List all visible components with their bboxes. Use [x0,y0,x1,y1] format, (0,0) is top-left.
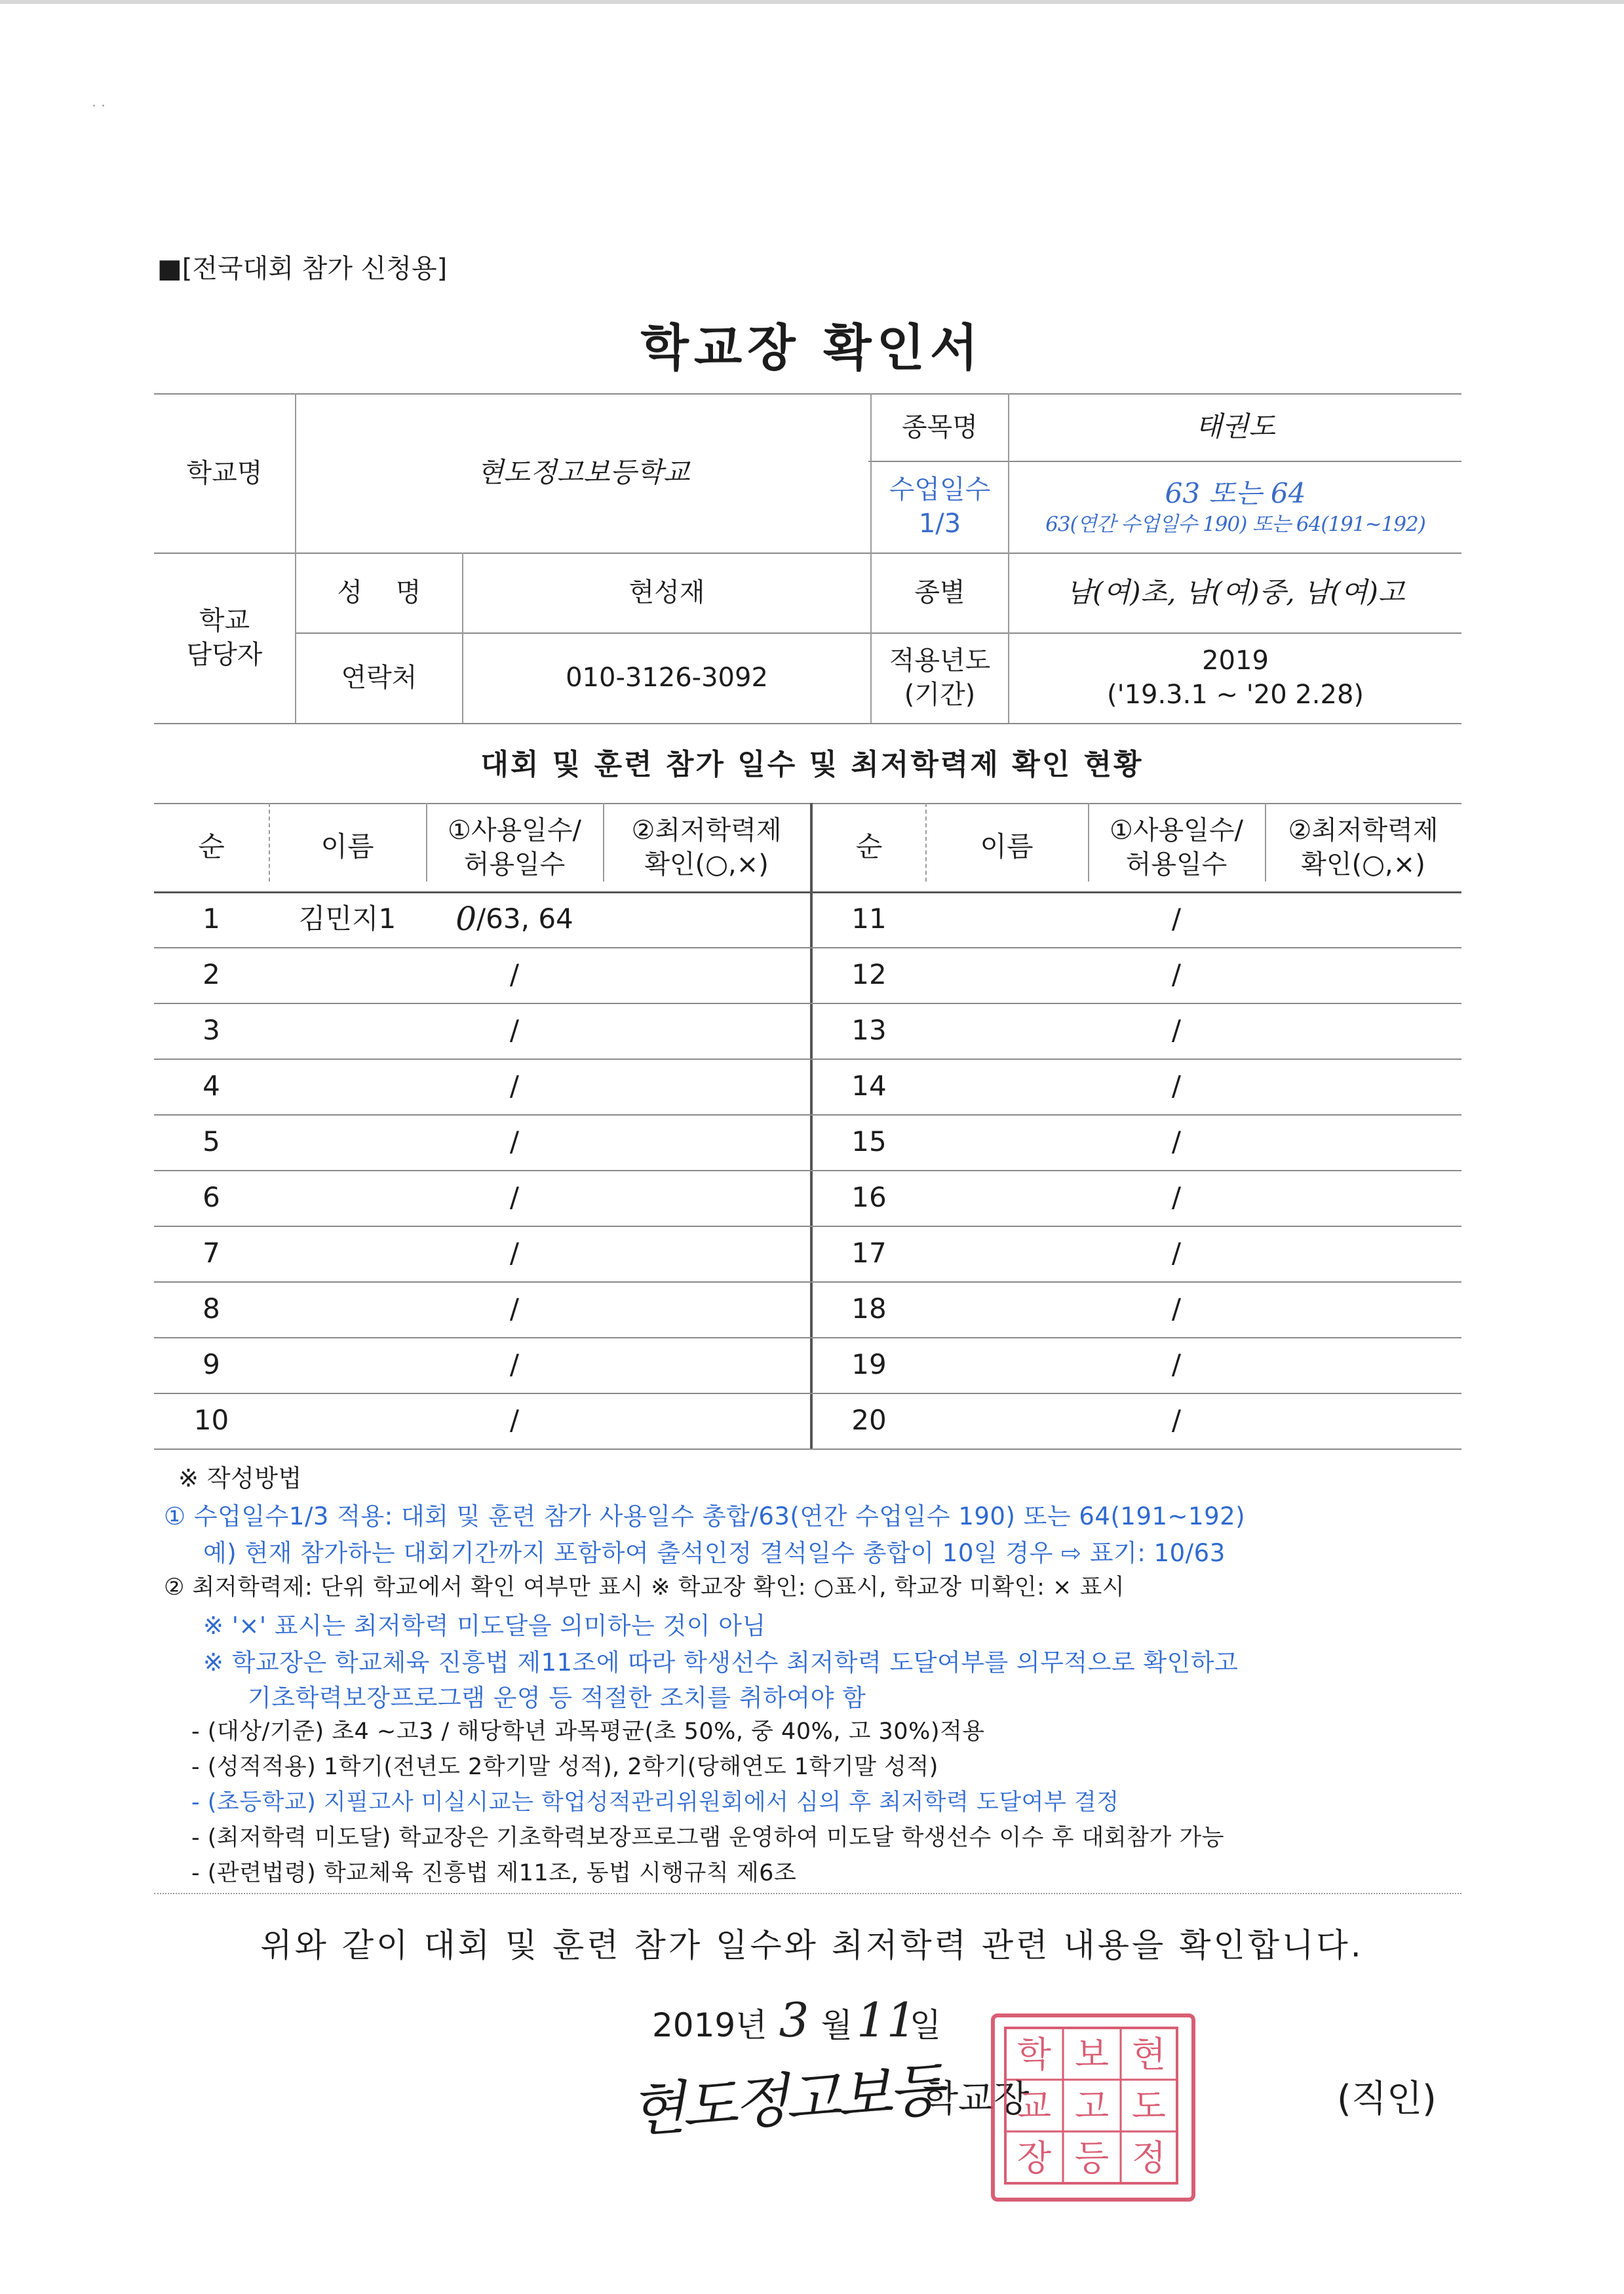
note-d1: - (대상/기준) 초4 ~고3 / 해당학년 과목평균(초 50%, 중 40%, 고 30%)적용 [191,1719,985,1745]
date-line [652,1993,941,2048]
row-days-value-left: / [509,1125,520,1158]
row-no-right: 17 [851,1237,887,1270]
stamp-char: 등 [1074,2137,1110,2179]
row-check-left [603,1226,810,1281]
row-name-right [925,1059,1088,1114]
note-d4: - (최저학력 미도달) 학교장은 기초학력보장프로그램 운영하여 미도달 학생선수 이수 후 대회참가 가능 [191,1825,1225,1851]
row-name-right [925,1281,1088,1337]
row-days-value-left: / [509,1348,520,1381]
col-check-left-1: ②최저학력제 [631,815,782,846]
row-name-left [269,1393,426,1448]
confirm-text: 위와 같이 대회 및 훈련 참가 일수와 최저학력 관련 내용을 확인합니다. [260,1926,1364,1964]
classdays-label-1: 수업일수 [889,475,991,505]
row-no-left: 7 [203,1237,220,1270]
row-no-right: 15 [851,1125,887,1158]
row-name-left [269,1003,426,1059]
stamp-char: 학 [1016,2034,1052,2075]
row-no-right: 14 [851,1070,887,1102]
contact-label: 연락처 [341,663,417,693]
row-days-left [426,1114,603,1170]
row-check-left [603,1393,810,1448]
row-no-right: 20 [851,1404,887,1437]
row-no-left: 4 [203,1070,220,1102]
col-check-left [603,803,810,891]
row-days-value-left: / [509,1404,520,1437]
row-name-right [925,1226,1088,1281]
row-check-left [603,1281,810,1337]
note-4a: ※ 학교장은 학교체육 진흥법 제11조에 따라 학생선수 최저학력 도달여부를 의무적으로 확인하고 [203,1648,1239,1677]
note-4b: 기초학력보장프로그램 운영 등 적절한 조치를 취하여야 함 [248,1684,866,1712]
classdays-value [1009,461,1461,553]
row-days-right: / [1171,1070,1182,1102]
row-name-left [269,947,426,1003]
col-days-left [426,803,603,891]
row-name-left [269,1114,426,1170]
row-no-right: 18 [851,1293,887,1325]
row-no-left: 1 [203,903,220,935]
note-d5: - (관련법령) 학교체육 진흥법 제11조, 동법 시행규칙 제6조 [191,1860,797,1886]
row-name-left [269,1226,426,1281]
row-name-right [925,1114,1088,1170]
row-days-right: / [1171,1014,1182,1047]
signature: 현도정고보등 [627,2055,942,2145]
row-days-right: / [1171,1237,1182,1270]
row-days-right: / [1171,1293,1182,1325]
row-days-left [426,947,603,1003]
col-days-right-2: 허용일수 [1125,849,1228,880]
row-check-right [1265,1281,1461,1337]
row-check-left [603,891,810,947]
row-check-right [1265,1337,1461,1393]
col-check-left-2: 확인(○,×) [644,849,769,880]
stamp-char: 장 [1016,2137,1052,2179]
gender-label: 종별 [914,577,965,608]
manager-label [154,553,295,723]
col-days-right-1: ①사용일수/ [1110,815,1243,846]
row-days-right: / [1171,903,1182,935]
note-d2: - (성적적용) 1학기(전년도 2학기말 성적), 2학기(당해연도 1학기말 성적) [191,1754,938,1780]
row-days-left [426,1337,603,1393]
stamp-char: 현 [1131,2034,1167,2075]
event-label: 종목명 [902,412,978,442]
stamp-char: 고 [1074,2086,1110,2127]
row-days-value-left: / [509,1237,520,1270]
year-label [872,632,1008,723]
stamp-char: 보 [1074,2034,1110,2075]
classdays-label-2: 1/3 [918,509,961,539]
name-value: 현성재 [628,577,705,608]
row-no-right: 16 [851,1181,887,1214]
gender-value: 남(여)초, 남(여)중, 남(여)고 [1066,575,1405,608]
col-check-right-1: ②최저학력제 [1288,815,1439,846]
row-check-right [1265,1393,1461,1448]
row-name-right [925,947,1088,1003]
row-days-value-left: / [509,1014,520,1047]
col-days-left-1: ①사용일수/ [448,815,581,846]
row-check-left [603,1059,810,1114]
row-days-value-left: / [509,1070,520,1102]
note-d3: - (초등학교) 지필고사 미실시교는 학업성적관리위원회에서 심의 후 최저학력 도달여부 결정 [191,1789,1119,1816]
row-check-left [603,947,810,1003]
row-no-left: 2 [203,958,220,991]
header-tag: ■[전국대회 참가 신청용] [157,254,448,284]
event-value: 태권도 [1195,410,1275,443]
row-days-right: / [1171,1404,1182,1437]
classdays-value-2: 63(연간 수업일수 190) 또는 64(191~192) [1045,513,1425,537]
row-name-right [925,1003,1088,1059]
date-day: 11 [856,1993,917,2048]
row-name-left: 김민지1 [298,903,396,935]
row-no-left: 5 [203,1125,220,1158]
row-check-right [1265,1226,1461,1281]
row-days-left [426,1393,603,1448]
row-no-left: 6 [203,1181,220,1214]
row-days-right: / [1171,1125,1182,1158]
date-year: 2019년 [652,2006,767,2044]
row-days-left [426,1170,603,1226]
notes-heading: ※ 작성방법 [178,1464,302,1492]
seal-label: (직인) [1337,2078,1437,2120]
row-check-right [1265,1003,1461,1059]
year-label-1: 적용년도 [889,646,991,676]
section-title: 대회 및 훈련 참가 일수 및 최저학력제 확인 현황 [480,748,1144,781]
row-days-left [426,1059,603,1114]
row-name-right [925,1393,1088,1448]
row-check-left [603,1170,810,1226]
row-check-right [1265,1114,1461,1170]
note-3: ※ '×' 표시는 최저학력 미도달을 의미하는 것이 아님 [203,1612,766,1640]
school-value: 현도정고보등학교 [476,456,690,489]
row-days-right: / [1171,958,1182,991]
row-name-left [269,1059,426,1114]
row-check-right [1265,1059,1461,1114]
row-check-right [1265,891,1461,947]
row-days-value-left: / [509,958,520,991]
note-1b: 예) 현재 참가하는 대회기간까지 포함하여 출석인정 결석일수 총합이 10일 경우 ⇨ 표기: 10/63 [203,1539,1226,1567]
row-no-left: 9 [203,1348,220,1381]
manager-label-1: 학교 [199,606,250,636]
row-no-right: 11 [851,903,887,935]
col-name-right: 이름 [980,830,1034,863]
year-value-2: ('19.3.1 ~ '20 2.28) [1106,680,1364,710]
school-stamp [991,2013,1195,2202]
row-name-right [925,1170,1088,1226]
col-check-right [1265,803,1461,891]
row-no-right: 12 [851,958,887,991]
name-label: 성 명 [337,577,421,608]
stamp-seal-icon [995,2017,1191,2198]
contact-value: 010-3126-3092 [566,663,768,693]
row-no-left: 8 [203,1293,220,1325]
row-days-left [426,891,603,947]
col-check-right-2: 확인(○,×) [1301,849,1425,880]
year-label-2: (기간) [904,680,976,710]
row-name-left [269,1170,426,1226]
row-no-left: 10 [193,1404,229,1437]
row-days-left [426,1226,603,1281]
stamp-char: 도 [1131,2086,1167,2127]
row-days-right: / [1171,1348,1182,1381]
scan-edge [0,0,1624,4]
classdays-label [872,461,1008,553]
row-check-left [603,1114,810,1170]
row-name-left [269,1337,426,1393]
date-month-unit: 월 [821,2006,853,2044]
row-check-right [1265,947,1461,1003]
date-month: 3 [779,1993,809,2048]
principal-label: 학교장 [923,2078,1030,2120]
school-label: 학교명 [186,457,263,488]
row-check-right [1265,1170,1461,1226]
row-days-value-left: /63, 64 [476,903,573,935]
col-name-left: 이름 [320,830,374,863]
year-value [1009,632,1461,723]
manager-label-2: 담당자 [186,640,263,670]
row-no-right: 13 [851,1014,887,1047]
row-name-right [925,1337,1088,1393]
row-days-value-left: / [509,1293,520,1325]
stamp-char: 교 [1016,2086,1052,2127]
row-days-left [426,1281,603,1337]
row-name-left [269,1281,426,1337]
col-no-left: 순 [198,830,225,863]
col-days-left-2: 허용일수 [463,849,566,880]
row-no-left: 3 [203,1014,220,1047]
row-days-left [426,1003,603,1059]
stamp-char: 정 [1131,2137,1167,2179]
note-1a: ① 수업일수1/3 적용: 대회 및 훈련 참가 사용일수 총합/63(연간 수업일수 190) 또는 64(191~192) [164,1502,1246,1530]
col-days-right [1088,803,1265,891]
row-no-right: 19 [851,1348,887,1381]
row-days-value-left: / [509,1181,520,1214]
row-check-left [603,1003,810,1059]
classdays-value-1: 63 또는 64 [1165,476,1306,509]
row-days-hand-left: 0 [455,900,477,938]
scan-dots: · · [92,98,106,115]
date-day-unit: 일 [909,2006,942,2044]
year-value-1: 2019 [1202,646,1269,676]
row-days-right: / [1171,1181,1182,1214]
row-name-right [925,891,1088,947]
col-no-right: 순 [855,830,883,863]
note-2: ② 최저학력제: 단위 학교에서 확인 여부만 표시 ※ 학교장 확인: ○표시, 학교장 미확인: × 표시 [164,1574,1125,1601]
row-check-left [603,1337,810,1393]
page-title: 학교장 확인서 [640,319,984,377]
